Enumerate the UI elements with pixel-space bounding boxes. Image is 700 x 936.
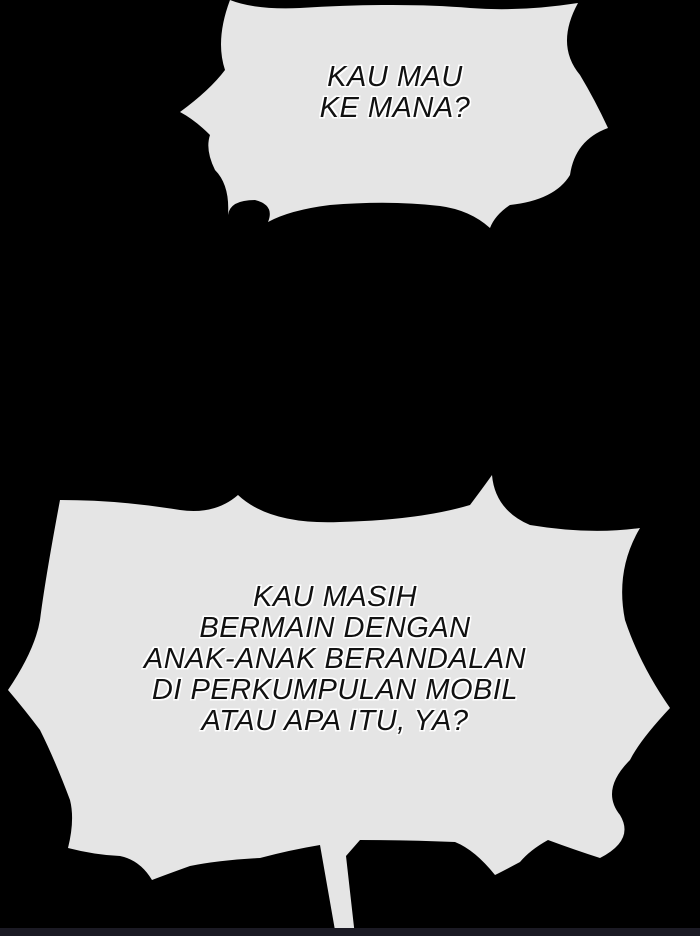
bubble-2-line: BERMAIN DENGAN (199, 612, 471, 644)
bubble-2-line: ANAK-ANAK BERANDALAN (143, 643, 527, 675)
bubble-1-line: KAU MAU (327, 61, 463, 93)
bubble-2-line: ATAU APA ITU, YA? (201, 705, 469, 737)
bubble-1-line: KE MANA? (319, 92, 471, 124)
speech-bubble-2-text (95, 582, 575, 737)
bubble-2-line: DI PERKUMPULAN MOBIL (151, 674, 519, 706)
speech-bubble-1-text (260, 62, 530, 124)
bottom-art-strip (0, 928, 700, 936)
bubble-2-line: KAU MASIH (252, 581, 418, 613)
